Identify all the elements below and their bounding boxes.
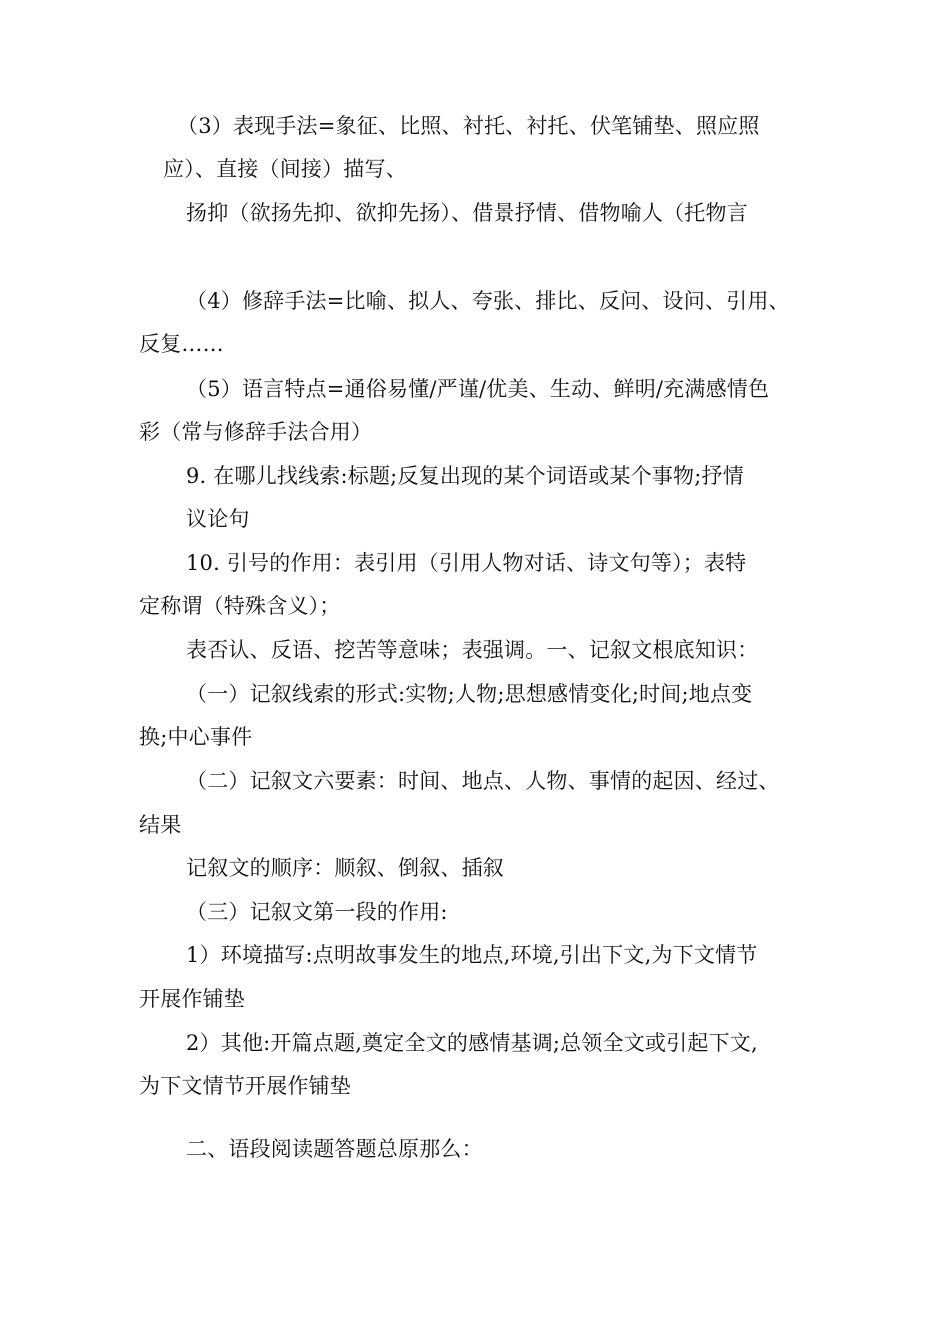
text-line-4: （4）修辞手法=比喻、拟人、夸张、排比、反问、设问、引用、 — [186, 289, 790, 313]
text-line-9: 议论句 — [186, 507, 250, 531]
text-line-8: 9. 在哪儿找线索:标题;反复出现的某个词语或某个事物;抒情 — [186, 464, 744, 488]
text-line-12: 表否认、反语、挖苦等意味；表强调。一、记叙文根底知识： — [186, 638, 759, 662]
text-line-1: （3）表现手法=象征、比照、衬托、衬托、伏笔铺垫、照应照 — [177, 114, 760, 138]
text-line-13: （一）记叙线索的形式:实物;人物;思想感情变化;时间;地点变 — [186, 682, 753, 706]
text-line-10: 10. 引号的作用：表引用（引用人物对话、诗文句等）；表特 — [186, 551, 747, 575]
text-line-17: 记叙文的顺序：顺叙、倒叙、插叙 — [186, 856, 504, 880]
text-line-16: 结果 — [139, 813, 182, 837]
section-heading: 二、语段阅读题答题总原那么： — [186, 1137, 483, 1161]
text-line-11: 定称谓（特殊含义）； — [139, 594, 341, 618]
text-line-6: （5）语言特点=通俗易懂/严谨/优美、生动、鲜明/充满感情色 — [186, 377, 770, 401]
text-line-2: 应）、直接（间接）描写、 — [163, 157, 407, 181]
text-line-7: 彩（常与修辞手法合用） — [139, 420, 373, 444]
text-line-18: （三）记叙文第一段的作用: — [186, 900, 448, 924]
text-line-21: 2）其他:开篇点题,奠定全文的感情基调;总领全文或引起下文, — [186, 1031, 758, 1055]
text-line-5: 反复…… — [139, 332, 224, 356]
text-line-20: 开展作铺垫 — [139, 987, 245, 1011]
text-line-15: （二）记叙文六要素：时间、地点、人物、事情的起因、经过、 — [186, 769, 780, 793]
text-line-19: 1）环境描写:点明故事发生的地点,环境,引出下文,为下文情节 — [186, 943, 758, 967]
text-line-3: 扬抑（欲扬先抑、欲抑先扬）、借景抒情、借物喻人（托物言 — [186, 201, 748, 225]
text-line-14: 换;中心事件 — [139, 725, 253, 749]
text-line-22: 为下文情节开展作铺垫 — [139, 1074, 351, 1098]
